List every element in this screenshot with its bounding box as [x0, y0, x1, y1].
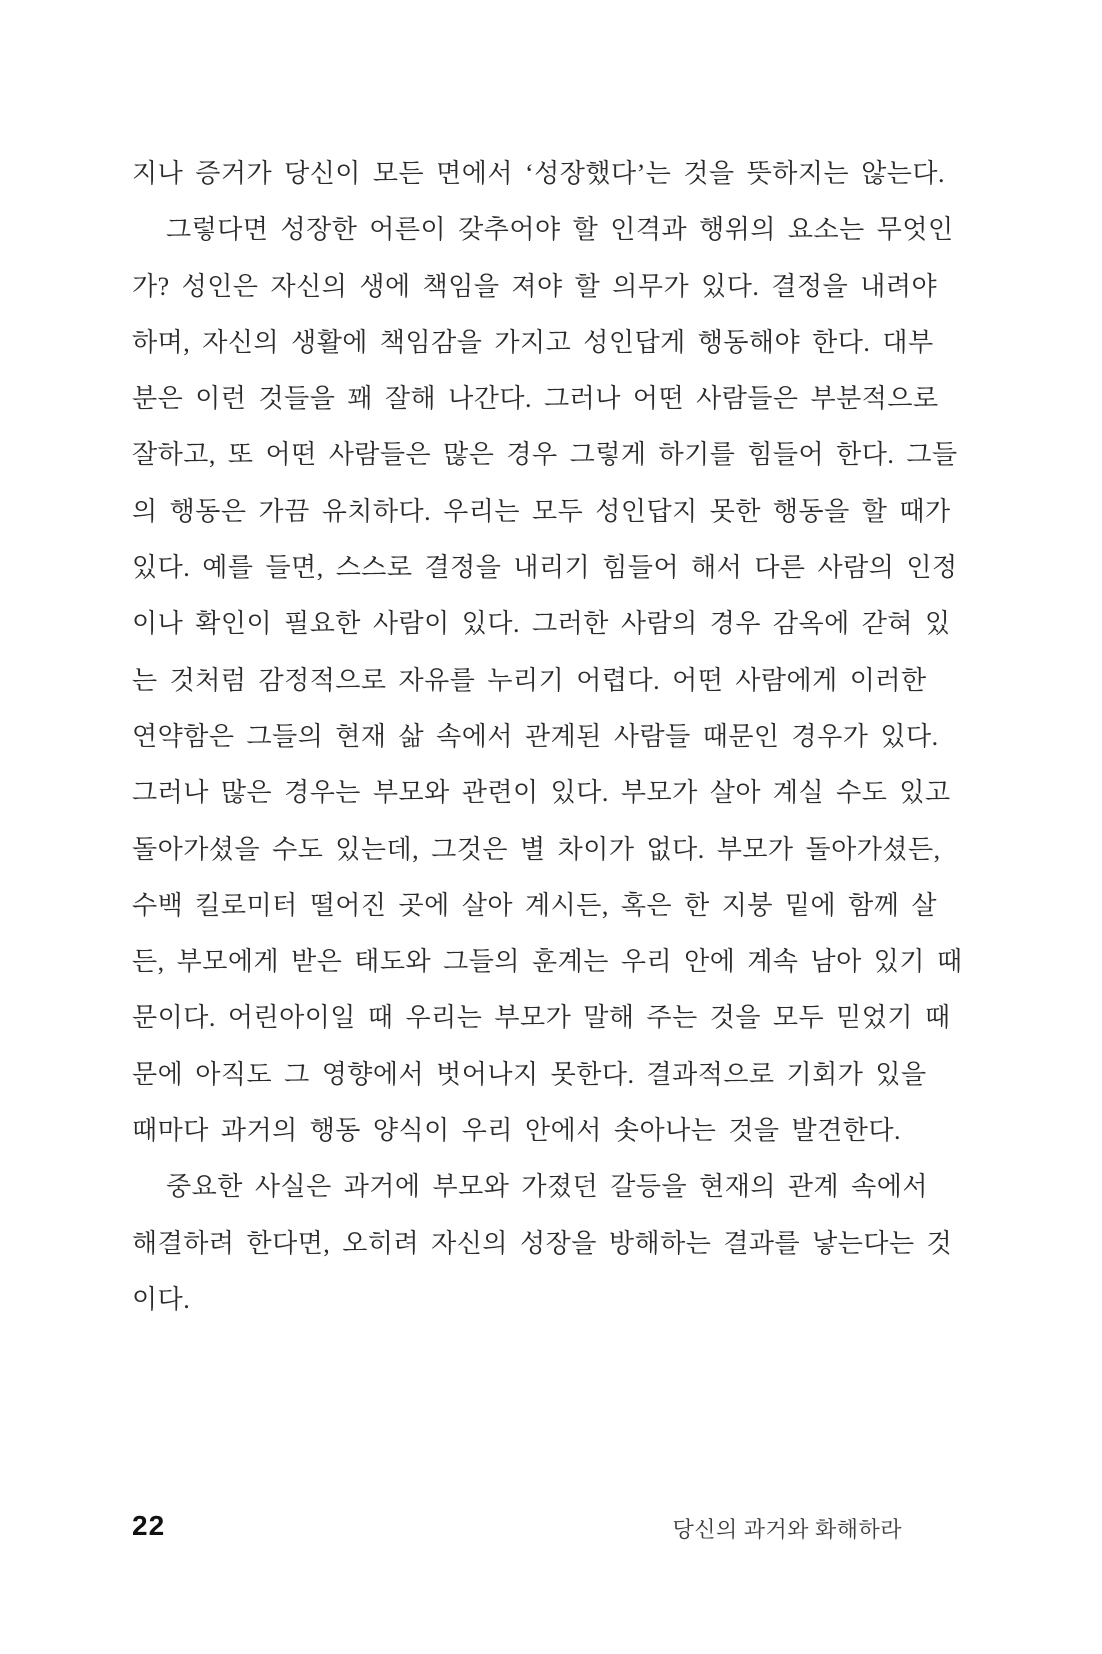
text-line: 그렇다면 성장한 어른이 갖추어야 할 인격과 행위의 요소는 무엇인	[166, 215, 954, 245]
text-line: 든, 부모에게 받은 태도와 그들의 훈계는 우리 안에 계속 남아 있기 때	[132, 947, 963, 977]
text-line: 수백 킬로미터 떨어진 곳에 살아 계시든, 혹은 한 지붕 밑에 함께 살	[132, 890, 938, 920]
text-line: 그러나 많은 경우는 부모와 관련이 있다. 부모가 살아 계실 수도 있고	[132, 778, 951, 808]
page-number: 22	[132, 1510, 166, 1541]
text-line: 의 행동은 가끔 유치하다. 우리는 모두 성인답지 못한 행동을 할 때가	[132, 496, 951, 526]
text-line: 중요한 사실은 과거에 부모와 가졌던 갈등을 현재의 관계 속에서	[166, 1172, 929, 1202]
text-line: 잘하고, 또 어떤 사람들은 많은 경우 그렇게 하기를 힘들어 한다. 그들	[132, 440, 958, 470]
text-line: 이다.	[132, 1284, 191, 1314]
text-line: 지나 증거가 당신이 모든 면에서 ‘성장했다’는 것을 뜻하지는 않는다.	[132, 159, 945, 188]
text-line: 해결하려 한다면, 오히려 자신의 성장을 방해하는 결과를 낳는다는 것	[132, 1228, 953, 1258]
text-line: 가? 성인은 자신의 생에 책임을 져야 할 의무가 있다. 결정을 내려야	[132, 271, 938, 301]
text-line: 있다. 예를 들면, 스스로 결정을 내리기 힘들어 해서 다른 사람의 인정	[132, 553, 958, 583]
text-line: 하며, 자신의 생활에 책임감을 가지고 성인답게 행동해야 한다. 대부	[132, 327, 934, 357]
text-line: 분은 이런 것들을 꽤 잘해 나간다. 그러나 어떤 사람들은 부분적으로	[132, 384, 939, 414]
text-line: 문이다. 어린아이일 때 우리는 부모가 말해 주는 것을 모두 믿었기 때	[132, 1003, 951, 1033]
text-line: 문에 아직도 그 영향에서 벗어나지 못한다. 결과적으로 기회가 있을	[132, 1059, 927, 1089]
text-line: 이나 확인이 필요한 사람이 있다. 그러한 사람의 경우 감옥에 갇혀 있	[132, 609, 951, 639]
text-line: 돌아가셨을 수도 있는데, 그것은 별 차이가 없다. 부모가 돌아가셨든,	[132, 834, 941, 864]
text-line: 는 것처럼 감정적으로 자유를 누리기 어렵다. 어떤 사람에게 이러한	[132, 665, 927, 695]
text-line: 연약함은 그들의 현재 삶 속에서 관계된 사람들 때문인 경우가 있다.	[132, 721, 939, 751]
body-text	[132, 146, 963, 1328]
running-title: 당신의 과거와 화해하라	[672, 1517, 902, 1542]
text-line: 때마다 과거의 행동 양식이 우리 안에서 솟아나는 것을 발견한다.	[132, 1116, 902, 1146]
